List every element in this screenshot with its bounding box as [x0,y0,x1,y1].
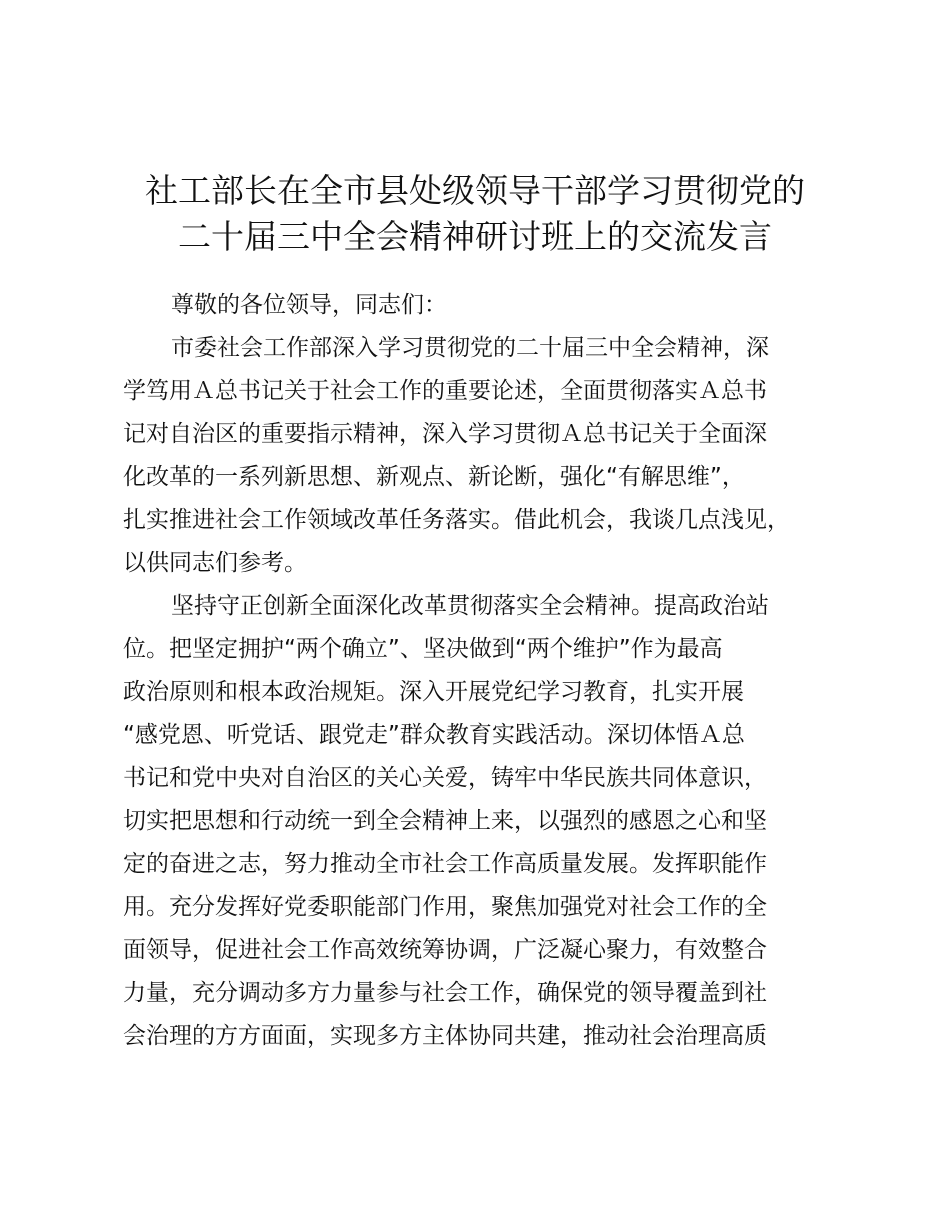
paragraph-line: 记对自治区的重要指示精神，深入学习贯彻Ａ总书记关于全面深 [123,421,767,447]
title-line: 社工部长在全市县处级领导干部学习贯彻党的 [145,171,805,210]
paragraph-line: 位。把坚定拥护“两个确立”、坚决做到“两个维护”作为最高 [123,636,723,662]
paragraph-line: 化改革的一系列新思想、新观点、新论断，强化“有解思维”， [123,464,745,490]
paragraph-line: 会治理的方方面面，实现多方主体协同共建，推动社会治理高质 [123,1023,767,1049]
paragraph-line: 坚持守正创新全面深化改革贯彻落实全会精神。提高政治站 [171,593,769,619]
paragraph-line: 力量，充分调动多方力量参与社会工作，确保党的领导覆盖到社 [123,980,767,1006]
paragraph-1 [123,327,838,585]
paragraph-line: 切实把思想和行动统一到全会精神上来，以强烈的感恩之心和坚 [123,808,767,834]
paragraph-line: 市委社会工作部深入学习贯彻党的二十届三中全会精神，深 [171,335,769,361]
paragraph-line: 政治原则和根本政治规矩。深入开展党纪学习教育，扎实开展 [123,679,744,705]
paragraph-line: 面领导，促进社会工作高效统筹协调，广泛凝心聚力，有效整合 [123,937,767,963]
paragraph-line: 以供同志们参考。 [123,550,307,576]
paragraph-line: 书记和党中央对自治区的关心关爱，铸牢中华民族共同体意识， [123,765,767,791]
paragraph-line: 用。充分发挥好党委职能部门作用，聚焦加强党对社会工作的全 [123,894,767,920]
paragraph-line: “感党恩、听党话、跟党走”群众教育实践活动。深切体悟Ａ总 [123,722,745,748]
title-line: 二十届三中全会精神研讨班上的交流发言 [178,217,772,256]
paragraph-line: 定的奋进之志，努力推动全市社会工作高质量发展。发挥职能作 [123,851,767,877]
paragraph-line: 学笃用Ａ总书记关于社会工作的重要论述，全面贯彻落实Ａ总书 [123,378,767,404]
salutation: 尊敬的各位领导，同志们： [171,292,447,318]
paragraph-2 [123,585,838,1058]
document-body [123,284,838,1058]
paragraph-line: 扎实推进社会工作领域改革任务落实。借此机会，我谈几点浅见， [123,507,790,533]
document-title [100,168,850,260]
